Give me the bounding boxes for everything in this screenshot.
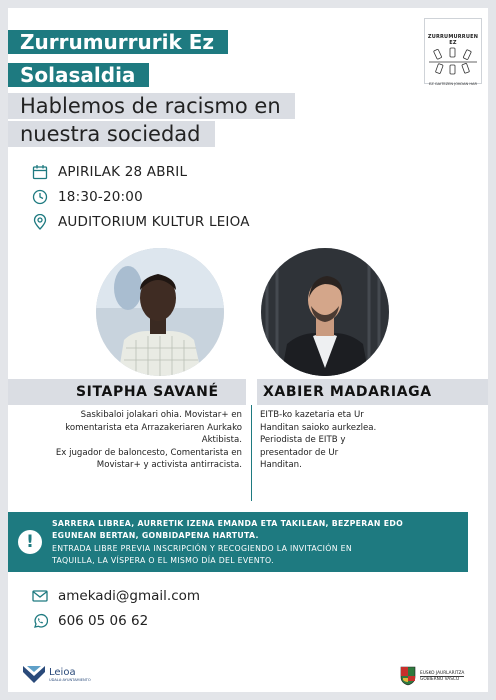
speaker-bio-1 [28, 409, 242, 472]
event-venue: AUDITORIUM KULTUR LEIOA [58, 214, 250, 230]
leioa-name: Leioa [49, 666, 76, 678]
notice-eu-line: EGUNEAN BERTAN, GONBIDAPENA HARTUTA. [52, 531, 259, 541]
gov-name-es: GOBIERNO VASCO [420, 676, 460, 682]
subtitle-line-2: nuestra sociedad [8, 121, 215, 147]
mail-icon [32, 588, 48, 604]
bio-es-line: Movistar+ y activista antirracista. [96, 460, 242, 471]
speaker-name-1: SITAPHA SAVANÉ [8, 379, 246, 405]
location-pin-icon [32, 214, 48, 230]
speaker-divider [251, 405, 252, 501]
bio-eu-line: komentarista eta Arrazakeriaren Aurkako [65, 422, 242, 433]
notice-es-line: ENTRADA LIBRE PREVIA INSCRIPCIÓN Y RECOGIENDO LA INVITACIÓN EN [52, 544, 352, 553]
title-line-1: Zurrumurrurik Ez [8, 30, 228, 54]
bio-es-line: Handitan. [260, 460, 302, 471]
poster-card [8, 8, 488, 692]
basque-coat-of-arms-icon [400, 666, 416, 686]
speaker-photo-sitapha [96, 248, 224, 376]
event-time-row [32, 187, 143, 207]
event-date: APIRILAK 28 ABRIL [58, 164, 188, 180]
notice-eu [52, 518, 462, 543]
bio-es-line: presentador de Ur [260, 447, 339, 458]
event-venue-row [32, 212, 250, 232]
speaker-bio-2 [260, 409, 460, 472]
phone-row[interactable] [32, 611, 148, 631]
phone-number[interactable]: 606 05 06 62 [58, 613, 149, 629]
gov-name-eu: EUSKO JAURLARITZA [420, 670, 465, 676]
bio-es-line: Ex jugador de baloncesto, Comentarista en [55, 447, 242, 458]
speaker-photo-xabier [261, 248, 389, 376]
clock-icon [32, 189, 48, 205]
bio-eu-line: Saskibaloi jolakari ohia. Movistar+ en [80, 410, 242, 420]
bottles-pattern-icon [425, 46, 481, 78]
bio-eu-line: Aktibista. [201, 435, 242, 446]
calendar-icon [32, 164, 48, 180]
subtitle-line-1: Hablemos de racismo en [8, 93, 295, 119]
notice-es [52, 543, 462, 568]
leioa-emblem-icon [22, 664, 46, 686]
bio-eu-line: EITB-ko kazetaria eta Ur [260, 410, 364, 420]
speaker-name-2: XABIER MADARIAGA [257, 379, 488, 405]
notice-es-line: TAQUILLA, LA VÍSPERA O EL MISMO DÍA DEL EVENTO. [52, 556, 274, 566]
logo-title: ZURRUMURRUEN EZ [427, 34, 479, 46]
logo-tagline: EZ GAITEZEN JOKOAN HAR [429, 82, 477, 86]
exclamation-icon: ! [18, 530, 42, 554]
email-link[interactable]: amekadi@gmail.com [58, 588, 201, 604]
entry-notice-banner [8, 512, 468, 572]
email-row[interactable] [32, 586, 200, 606]
bio-es-line: Periodista de EITB y [260, 435, 346, 446]
title-line-2: Solasaldia [8, 63, 149, 87]
whatsapp-icon [32, 613, 48, 629]
zurrumurrurik-ez-logo [424, 18, 482, 84]
bio-eu-line: Handitan saioko aurkezlea. [260, 422, 377, 433]
leioa-logo [22, 662, 91, 688]
basque-government-logo [400, 664, 464, 688]
event-date-row [32, 162, 187, 182]
notice-eu-line: SARRERA LIBREA, AURRETIK IZENA EMANDA ETA TAKILEAN, BEZPERAN EDO [52, 519, 404, 528]
event-time: 18:30-20:00 [58, 189, 143, 205]
leioa-subtitle: UDALA·AYUNTAMIENTO [49, 677, 91, 682]
